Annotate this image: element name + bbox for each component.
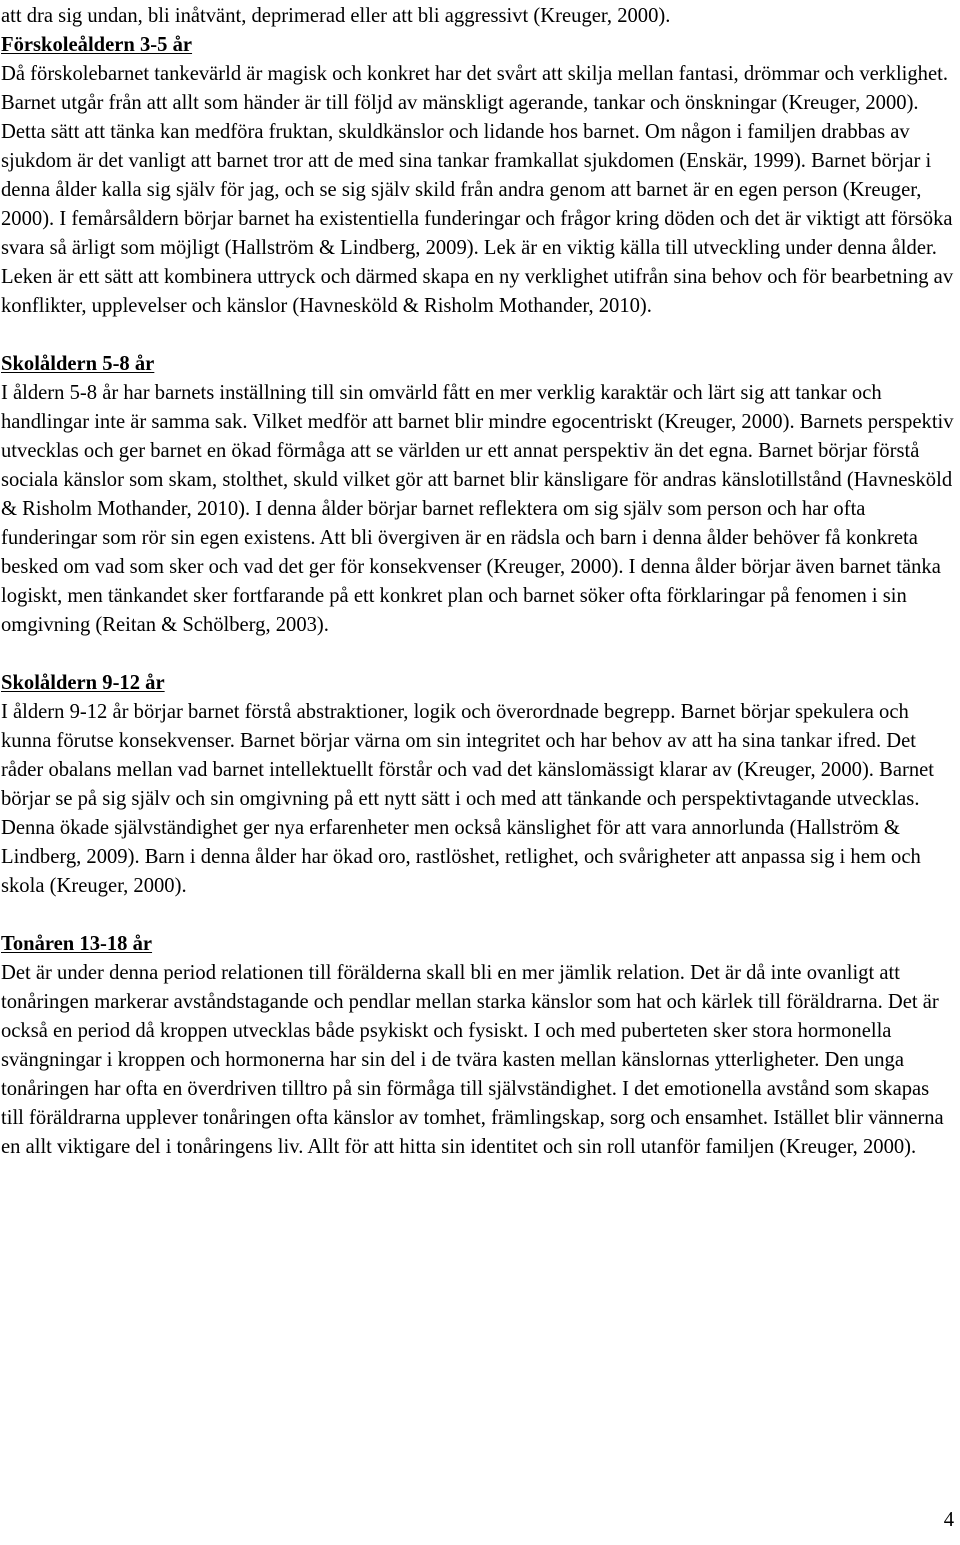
section-skolaldern-9-12 (1, 669, 956, 901)
section-body: I åldern 5-8 år har barnets inställning till sin omvärld fått en mer verklig karaktär och lärt sig att tankar och handlingar inte är samma sak. Vilket medför att barnet blir mindre egocentriskt (Kreuger, 2000). Barnets perspektiv utvecklas och ger barnet en ökad förmåga att se världen ur ett annat perspektiv än det egna. Barnet börjar förstå sociala känslor som skam, stolthet, skuld vilket gör att barnet blir känsligare för andras känslotillstånd (Havnesköld & Risholm Mothander, 2010). I denna ålder börjar barnet reflektera om sig själv som person och har ofta funderingar som rör sin egen existens. Att bli övergiven är en rädsla och barn i denna ålder behöver få konkreta besked om vad som sker och vad det ger för konsekvenser (Kreuger, 2000). I denna ålder börjar även barnet tänka logiskt, men tänkandet sker fortfarande på ett konkret plan och barnet söker ofta förklaringar på fenomen i sin omgivning (Reitan & Schölberg, 2003). (1, 382, 954, 636)
section-body: I åldern 9-12 år börjar barnet förstå abstraktioner, logik och överordnade begrepp. Barnet börjar spekulera och kunna förutse konsekvenser. Barnet börjar värna om sin integritet och har behov av att ha sina tankar ifred. Det råder obalans mellan vad barnet intellektuellt förstår och vad det känslomässigt klarar av (Kreuger, 2000). Barnet börjar se på sig själv och sin omgivning på ett nytt sätt i och med att tänkande och perspektivtagande utvecklas. Denna ökade självständighet ger nya erfarenheter men också känslighet för att vara annorlunda (Hallström & Lindberg, 2009). Barn i denna ålder har ökad oro, rastlöshet, retlighet, och svårigheter att anpassa sig i hem och skola (Kreuger, 2000). (1, 701, 934, 897)
section-skolaldern-5-8 (1, 350, 956, 640)
section-forskolealdern (1, 31, 956, 321)
section-body: Då förskolebarnet tankevärld är magisk och konkret har det svårt att skilja mellan fantasi, drömmar och verklighet. Barnet utgår från att allt som händer är till följd av mänskligt agerande, tankar och önskningar (Kreuger, 2000). Detta sätt att tänka kan medföra fruktan, skuldkänslor och lidande hos barnet. Om någon i familjen drabbas av sjukdom är det vanligt att barnet tror att de med sina tankar framkallat sjukdomen (Enskär, 1999). Barnet börjar i denna ålder kalla sig själv för jag, och se sig själv skild från andra genom att barnet är en egen person (Kreuger, 2000). I femårsåldern börjar barnet ha existentiella funderingar och frågor kring döden och det är viktigt att försöka svara så ärligt som möjligt (Hallström & Lindberg, 2009). Lek är en viktig källa till utveckling under denna ålder. Leken är ett sätt att kombinera uttryck och därmed skapa en ny verklighet utifrån sina behov och för bearbetning av konflikter, upplevelser och känslor (Havnesköld & Risholm Mothander, 2010). (1, 63, 954, 317)
section-body: Det är under denna period relationen till förälderna skall bli en mer jämlik relation. Det är då inte ovanligt att tonåringen markerar avståndstagande och pendlar mellan starka känslor som hat och kärlek till föräldrarna. Det är också en period då kroppen utvecklas både psykiskt och fysiskt. I och med puberteten sker stora hormonella svängningar i kroppen och hormonerna har sin del i de tvära kasten mellan känslornas ytterligheter. Den unga tonåringen har ofta en överdriven tilltro på sin förmåga till självständighet. I det emotionella avstånd som skapas till föräldrarna upplever tonåringen ofta känslor av tomhet, främlingskap, sorg och ensamhet. Istället blir vännerna en allt viktigare del i tonåringens liv. Allt för att hitta sin identitet och sin roll utanför familjen (Kreuger, 2000). (1, 962, 944, 1158)
section-tonaren (1, 930, 956, 1162)
page-content (1, 2, 956, 1162)
section-heading: Skolåldern 5-8 år (1, 353, 155, 375)
section-heading: Förskoleåldern 3-5 år (1, 34, 193, 56)
intro-paragraph: att dra sig undan, bli inåtvänt, deprimerad eller att bli aggressivt (Kreuger, 2000). (1, 5, 671, 27)
section-heading: Tonåren 13-18 år (1, 933, 153, 955)
page-number: 4 (943, 1509, 954, 1531)
section-heading: Skolåldern 9-12 år (1, 672, 165, 694)
